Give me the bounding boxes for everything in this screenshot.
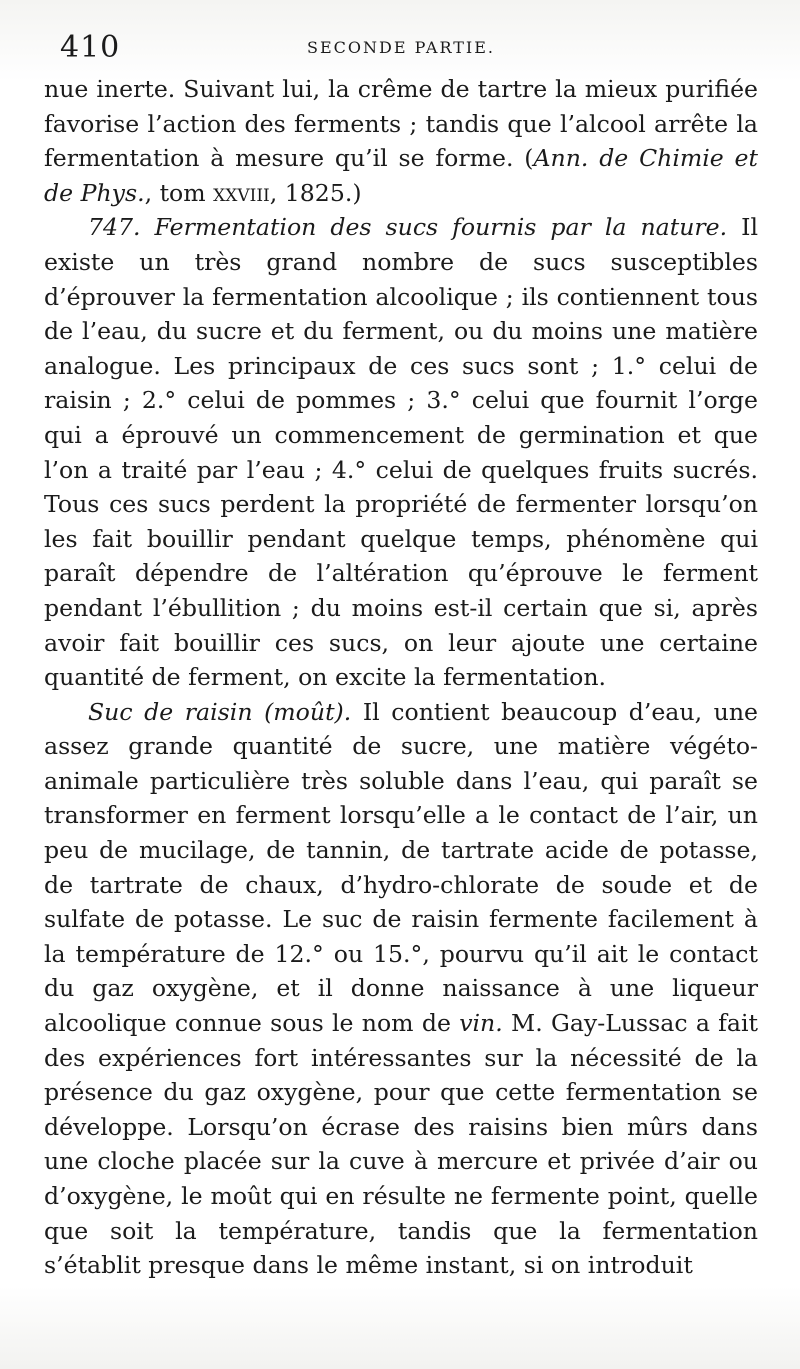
paragraph-text: , tom xyxy=(144,178,214,207)
paragraph-suc-de-raisin xyxy=(44,695,758,1283)
section-title: Fermentation des sucs fournis par la nature. xyxy=(154,213,728,242)
term-vin: vin. xyxy=(459,1009,503,1038)
section-number: 747. xyxy=(88,213,141,242)
paragraph-text: Il existe un très grand nombre de sucs susceptibles d’éprouver la fermentation alcoolique ; ils contiennent tous de l’eau, du sucre et du ferment, ou du moins une matière analogue. Les principaux de ces sucs sont ; 1.° celui de raisin ; 2.° celui de pommes ; 3.° celui que fournit l’orge qui a éprouvé un commencement de germination et que l’on a traité par l’eau ; 4.° celui de quelques fruits sucrés. Tous ces sucs perdent la propriété de fermenter lorsqu’on les fait bouillir pendant quelque temps, phénomène qui paraît dépendre de l’altération qu’éprouve le ferment pendant l’ébullition ; du moins est-il certain que si, après avoir fait bouillir ces sucs, on leur ajoute une certaine quantité de ferment, on excite la fermentation. xyxy=(44,213,759,692)
running-head xyxy=(44,22,758,72)
citation-volume: xxviii xyxy=(213,178,270,207)
paragraph-text: Il contient beaucoup d’eau, une assez grande quantité de sucre, une matière végéto-animale particulière très soluble dans l’eau, qui paraît se transformer en ferment lorsqu’elle a le contact de l’air, un peu de mucilage, de tannin, de tartrate acide de potasse, de tartrate de chaux, d’hydro-chlorate de soude et de sulfate de potasse. Le suc de raisin fermente facilement à la température de 12.° ou 15.°, pourvu qu’il ait le contact du gaz oxygène, et il donne naissance à une liqueur alcoolique connue sous le nom de xyxy=(44,697,758,1038)
citation-journal: Ann. de Chimie et de Phys. xyxy=(44,144,758,207)
paragraph-lead: Suc de raisin (moût). xyxy=(88,697,352,726)
page-number: 410 xyxy=(60,30,121,65)
paragraph-text: nue inerte. Suivant lui, la crême de tartre la mieux purifiée favorise l’action des ferments ; tandis que l’alcool arrête la fermentation à mesure qu’il se forme. ( xyxy=(44,75,758,173)
paragraph-text: , 1825.) xyxy=(269,178,362,207)
paragraph-747 xyxy=(44,210,758,694)
running-title: SECONDE PARTIE. xyxy=(307,38,495,57)
paragraph-text: M. Gay-Lussac a fait des expériences fort intéressantes sur la nécessité de la présence du gaz oxygène, pour que cette fermentation se développe. Lorsqu’on écrase des raisins bien mûrs dans une cloche placée sur la cuve à mercure et privée d’air ou d’oxygène, le moût qui en résulte ne fermente point, quelle que soit la température, tandis que la fermentation s’établit presque dans le même instant, si on introduit xyxy=(44,1009,758,1280)
paragraph-continuation xyxy=(44,72,758,210)
body-text xyxy=(44,72,758,1283)
